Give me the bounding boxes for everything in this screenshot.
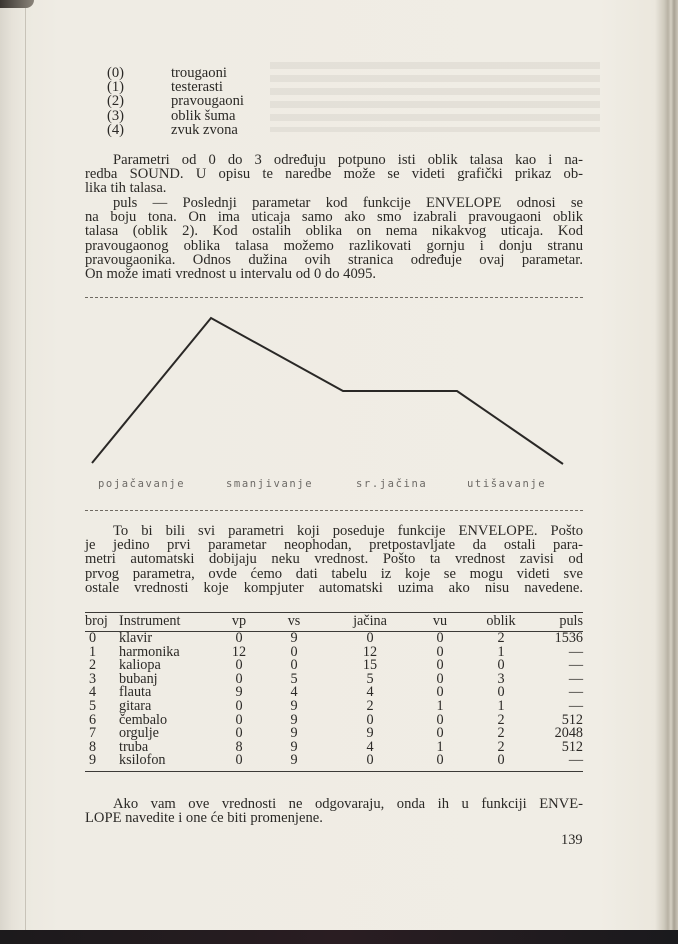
column-header-broj: broj [85, 613, 119, 632]
paragraph-line: na boju tona. On ima uticaja samo ako smo izabrali pravougaoni oblik [85, 209, 583, 226]
table-row [85, 673, 583, 687]
cell-vp: 9 [235, 684, 243, 701]
cell-jacina: 4 [366, 738, 374, 755]
table-row [85, 727, 583, 741]
list-item [107, 109, 244, 123]
cell-vs: 9 [290, 630, 298, 646]
cell-vu: 0 [436, 643, 444, 660]
cell-broj: 3 [89, 670, 97, 687]
cell-oblik: 2 [497, 738, 505, 755]
cell-instrument: truba [119, 738, 149, 755]
cell-vp: 0 [235, 630, 243, 646]
diagram-bottom-border [85, 510, 583, 511]
column-header-instrument: Instrument [119, 613, 215, 632]
list-item-label: oblik šuma [171, 107, 236, 124]
envelope-phase-decay: smanjivanje [226, 478, 314, 490]
page-corner-shadow [0, 0, 34, 8]
table-row [85, 754, 583, 771]
column-header-vu: vu [415, 613, 465, 632]
list-item-code: (3) [107, 107, 125, 124]
cell-oblik: 0 [465, 754, 537, 771]
cell-jacina: 5 [366, 670, 374, 687]
cell-vp: 0 [235, 725, 243, 742]
paragraph-line: ostale vrednosti koje kompjuter automatski uzima ako nisu navedene. [85, 579, 583, 596]
page-gutter-edge [25, 0, 26, 930]
cell-puls: 2048 [554, 725, 583, 742]
paragraph-line: metri automatski dobijaju neku vrednost. Pošto ta vrednost zavisi od [85, 551, 583, 568]
table-row [85, 686, 583, 700]
cell-instrument: kaliopa [119, 657, 161, 674]
cell-broj: 4 [89, 684, 97, 701]
cell-broj: 1 [89, 643, 97, 660]
list-item-label: zvuk zvona [171, 121, 238, 138]
cell-vs: 9 [263, 754, 325, 771]
column-header-vs: vs [263, 613, 325, 632]
table-row [85, 714, 583, 728]
instrument-table [85, 612, 583, 772]
column-header-puls: puls [537, 613, 583, 632]
table-row [85, 659, 583, 673]
cell-puls: 512 [561, 738, 583, 755]
list-item-code: (0) [107, 65, 125, 81]
cell-vu: 0 [436, 684, 444, 701]
scanner-bottom-edge [0, 930, 678, 944]
cell-vp: 0 [215, 754, 263, 771]
cell-oblik: 0 [497, 657, 505, 674]
envelope-phase-sustain: sr.jačina [356, 478, 428, 490]
waveform-list [107, 66, 244, 137]
cell-vu: 0 [436, 711, 444, 728]
cell-vs: 9 [290, 738, 298, 755]
cell-jacina: 4 [366, 684, 374, 701]
cell-oblik: 2 [497, 630, 505, 646]
cell-vu: 1 [436, 738, 444, 755]
cell-jacina: 15 [362, 657, 378, 674]
column-header-jacina: jačina [325, 613, 415, 632]
table-header-row [85, 613, 583, 632]
cell-vu: 0 [415, 754, 465, 771]
column-header-vp: vp [215, 613, 263, 632]
cell-puls: — [568, 697, 583, 714]
paragraph-puls [85, 196, 583, 281]
cell-broj: 9 [85, 754, 119, 771]
cell-vu: 0 [436, 725, 444, 742]
cell-vs: 9 [290, 697, 298, 714]
cell-broj: 8 [89, 738, 97, 755]
table-body [85, 632, 583, 772]
paragraph-line: LOPE navedite i one će biti promenjene. [85, 810, 323, 827]
reverse-page-bleedthrough [270, 62, 600, 132]
cell-vu: 0 [436, 670, 444, 687]
cell-instrument: bubanj [119, 670, 158, 687]
cell-vu: 0 [436, 630, 444, 646]
cell-instrument: flauta [119, 684, 152, 701]
paragraph-line: pravougaonog oblika talasa možemo razlikovati gornju i donju stranu [85, 237, 583, 254]
cell-vu: 1 [436, 697, 444, 714]
cell-oblik: 1 [497, 697, 505, 714]
cell-vs: 0 [290, 657, 298, 674]
diagram-top-border [85, 297, 583, 298]
cell-jacina: 2 [366, 697, 374, 714]
cell-instrument: orgulje [119, 725, 159, 742]
paragraph-line: Ako vam ove vrednosti ne odgovaraju, onda ih u funkciji ENVE- [113, 796, 583, 812]
paragraph-line: prvog parametra, ovde ćemo dati tabelu iz koje se mogu videti sve [85, 565, 583, 582]
paragraph-line: lika tih talasa. [85, 180, 167, 197]
cell-instrument: klavir [119, 630, 153, 646]
list-item [107, 66, 244, 80]
cell-jacina: 0 [366, 711, 374, 728]
paragraph-line: pravougaonika. Odnos dužina ovih stranica određuje ovaj parametar. [85, 251, 583, 268]
paragraph-closing [85, 797, 583, 825]
cell-broj: 6 [89, 711, 97, 728]
paragraph-line: To bi bili svi parametri koji poseduje funkcije ENVELOPE. Pošto [113, 523, 583, 539]
cell-instrument: ksilofon [119, 754, 215, 771]
cell-vp: 0 [235, 697, 243, 714]
list-item [107, 123, 244, 137]
cell-vp: 8 [235, 738, 243, 755]
cell-puls: — [568, 657, 583, 674]
cell-vs: 9 [290, 725, 298, 742]
list-item-code: (2) [107, 93, 125, 110]
cell-vs: 5 [290, 670, 298, 687]
cell-puls: 512 [561, 711, 583, 728]
envelope-phase-attack: pojačavanje [98, 478, 186, 490]
cell-broj: 5 [89, 697, 97, 714]
paragraph-default-values [85, 524, 583, 595]
cell-instrument: čembalo [119, 711, 168, 728]
paragraph-line: Parametri od 0 do 3 određuju potpuno isti oblik talasa kao i na- [113, 152, 583, 168]
paragraph-line: je jedino prvi parametar neophodan, pretpostavljate da ostali para- [85, 537, 583, 554]
paragraph-line: On može imati vrednost u intervalu od 0 do 4095. [85, 266, 377, 283]
cell-broj: 7 [89, 725, 97, 742]
list-item-label: pravougaoni [171, 93, 244, 110]
list-item-code: (4) [107, 121, 125, 138]
paragraph-line: talasa (oblik 2). Kod ostalih oblika on nema nikakvog uticaja. Kod [85, 223, 583, 240]
cell-puls: — [568, 643, 583, 660]
cell-vu: 0 [436, 657, 444, 674]
page-number: 139 [561, 832, 583, 848]
cell-puls: 1536 [554, 630, 583, 646]
paragraph-line: puls — Poslednji parametar kod funkcije ENVELOPE odnosi se [113, 195, 583, 211]
cell-jacina: 0 [325, 754, 415, 771]
column-header-oblik: oblik [465, 613, 537, 632]
cell-vs: 4 [290, 684, 298, 701]
cell-oblik: 0 [497, 684, 505, 701]
cell-vp: 0 [235, 711, 243, 728]
cell-puls: — [568, 670, 583, 687]
list-item [107, 94, 244, 108]
cell-vp: 0 [235, 670, 243, 687]
cell-jacina: 12 [362, 643, 378, 660]
cell-broj: 2 [89, 657, 97, 674]
cell-instrument: harmonika [119, 643, 180, 660]
cell-oblik: 2 [497, 725, 505, 742]
cell-vs: 0 [290, 643, 298, 660]
cell-puls: — [568, 684, 583, 701]
envelope-phase-release: utišavanje [467, 478, 547, 490]
cell-oblik: 1 [497, 643, 505, 660]
cell-oblik: 3 [497, 670, 505, 687]
list-item-code: (1) [107, 79, 125, 96]
cell-vp: 12 [231, 643, 247, 660]
cell-jacina: 9 [366, 725, 374, 742]
list-item-label: testerasti [171, 79, 223, 96]
cell-instrument: gitara [119, 697, 152, 714]
cell-jacina: 0 [366, 630, 374, 646]
cell-broj: 0 [89, 630, 97, 646]
list-item [107, 80, 244, 94]
cell-vp: 0 [235, 657, 243, 674]
cell-puls: — [537, 754, 583, 771]
cell-vs: 9 [290, 711, 298, 728]
cell-oblik: 2 [497, 711, 505, 728]
paragraph-waveform-note [85, 153, 583, 196]
list-item-label: trougaoni [171, 65, 227, 81]
paragraph-line: redba SOUND. U opisu te naredbe može se videti grafički prikaz ob- [85, 166, 583, 183]
